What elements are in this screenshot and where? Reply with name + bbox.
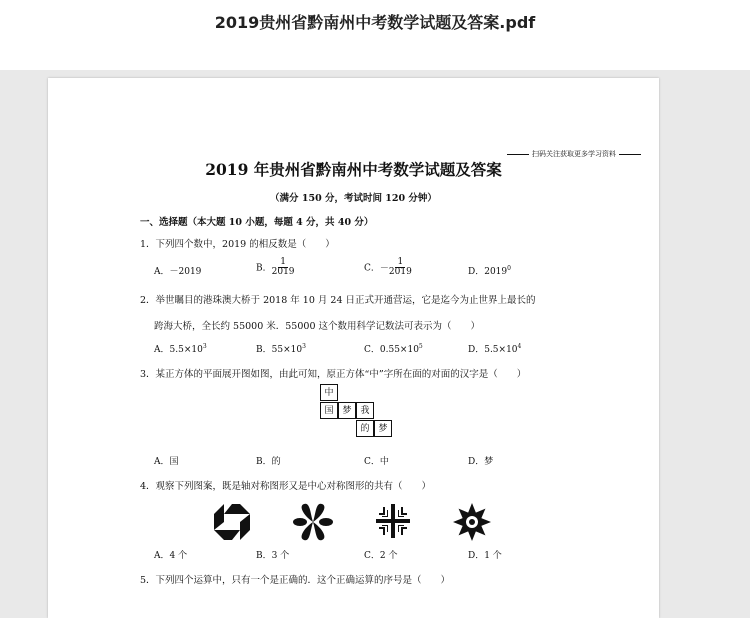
file-title: 2019贵州省黔南州中考数学试题及答案.pdf xyxy=(214,13,536,32)
q1-option-d xyxy=(468,264,511,277)
question-2-line-2: 跨海大桥，全长约 55000 米．55000 这个数用科学记数法可表示为（ ） xyxy=(154,321,481,332)
eight-petal-flower-icon xyxy=(452,502,492,542)
octagon-swirl-icon xyxy=(212,502,252,542)
exponent: 5 xyxy=(418,343,423,350)
q2-option-a xyxy=(154,342,207,355)
net-cell: 的 xyxy=(356,420,374,437)
q1-option-a: A．－2019 xyxy=(154,267,202,277)
q4-option-c: C．2 个 xyxy=(364,551,398,561)
fraction-denominator: 2019 xyxy=(271,267,295,278)
q3-option-b: B．的 xyxy=(256,457,281,467)
question-5-stem: 5．下列四个运算中，只有一个是正确的．这个正确运算的序号是（ ） xyxy=(140,575,451,586)
option-text: C．0.55×10 xyxy=(364,345,419,355)
exponent: 0 xyxy=(507,265,511,272)
net-cell: 我 xyxy=(356,402,374,419)
q3-option-a: A．国 xyxy=(154,457,179,467)
viewer-header xyxy=(0,0,750,70)
option-label: B． xyxy=(256,263,272,274)
cross-arrows-icon xyxy=(374,502,412,540)
question-1-stem: 1．下列四个数中，2019 的相反数是（ ） xyxy=(140,239,335,250)
section-heading: 一、选择题（本大题 10 小题，每题 4 分，共 40 分） xyxy=(140,217,374,228)
option-label: C．－ xyxy=(364,263,389,274)
q3-option-d: D．梦 xyxy=(468,457,494,467)
fraction-numerator: 1 xyxy=(280,257,286,267)
fraction-numerator: 1 xyxy=(397,257,404,267)
option-text: B．55×10 xyxy=(256,345,303,355)
question-2-line-1: 2．举世瞩目的港珠澳大桥于 2018 年 10 月 24 日正式开通营运，它是迄今为止世界上最长的 xyxy=(140,295,536,306)
option-text: A．5.5×10 xyxy=(154,345,203,355)
four-leaf-icon xyxy=(292,502,334,542)
scan-note-text: 扫码关注获取更多学习资料 xyxy=(532,150,616,158)
net-cell: 中 xyxy=(320,384,338,401)
divider xyxy=(619,154,641,155)
question-4-stem: 4．观察下列图案，既是轴对称图形又是中心对称图形的共有（ ） xyxy=(140,481,432,492)
document-title: 2019 年贵州省黔南州中考数学试题及答案 xyxy=(205,160,502,179)
q4-option-d: D．1 个 xyxy=(468,551,502,561)
document-page[interactable] xyxy=(48,78,659,618)
q2-option-d xyxy=(468,342,521,355)
exam-info: （满分 150 分，考试时间 120 分钟） xyxy=(270,193,437,204)
fraction-denominator: 2019 xyxy=(388,267,412,278)
exponent: 3 xyxy=(302,343,306,350)
net-cell: 梦 xyxy=(374,420,392,437)
exponent: 4 xyxy=(517,343,522,350)
divider xyxy=(507,154,529,155)
fraction xyxy=(389,258,412,278)
q2-option-b xyxy=(256,342,306,355)
q4-option-b: B．3 个 xyxy=(256,551,290,561)
question-3-stem: 3．某正方体的平面展开图如图，由此可知，原正方体“中”字所在面的对面的汉字是（ ） xyxy=(140,369,527,380)
q1-option-b xyxy=(256,258,295,278)
option-text: D．5.5×10 xyxy=(468,345,518,355)
q4-option-a: A．4 个 xyxy=(154,551,188,561)
exponent: 3 xyxy=(202,343,207,350)
net-cell: 梦 xyxy=(338,402,356,419)
option-text: D．2019 xyxy=(468,267,508,277)
fraction xyxy=(272,258,295,278)
q1-option-c xyxy=(364,258,412,278)
net-cell: 国 xyxy=(320,402,338,419)
q2-option-c xyxy=(364,342,423,355)
q3-option-c: C．中 xyxy=(364,457,389,467)
